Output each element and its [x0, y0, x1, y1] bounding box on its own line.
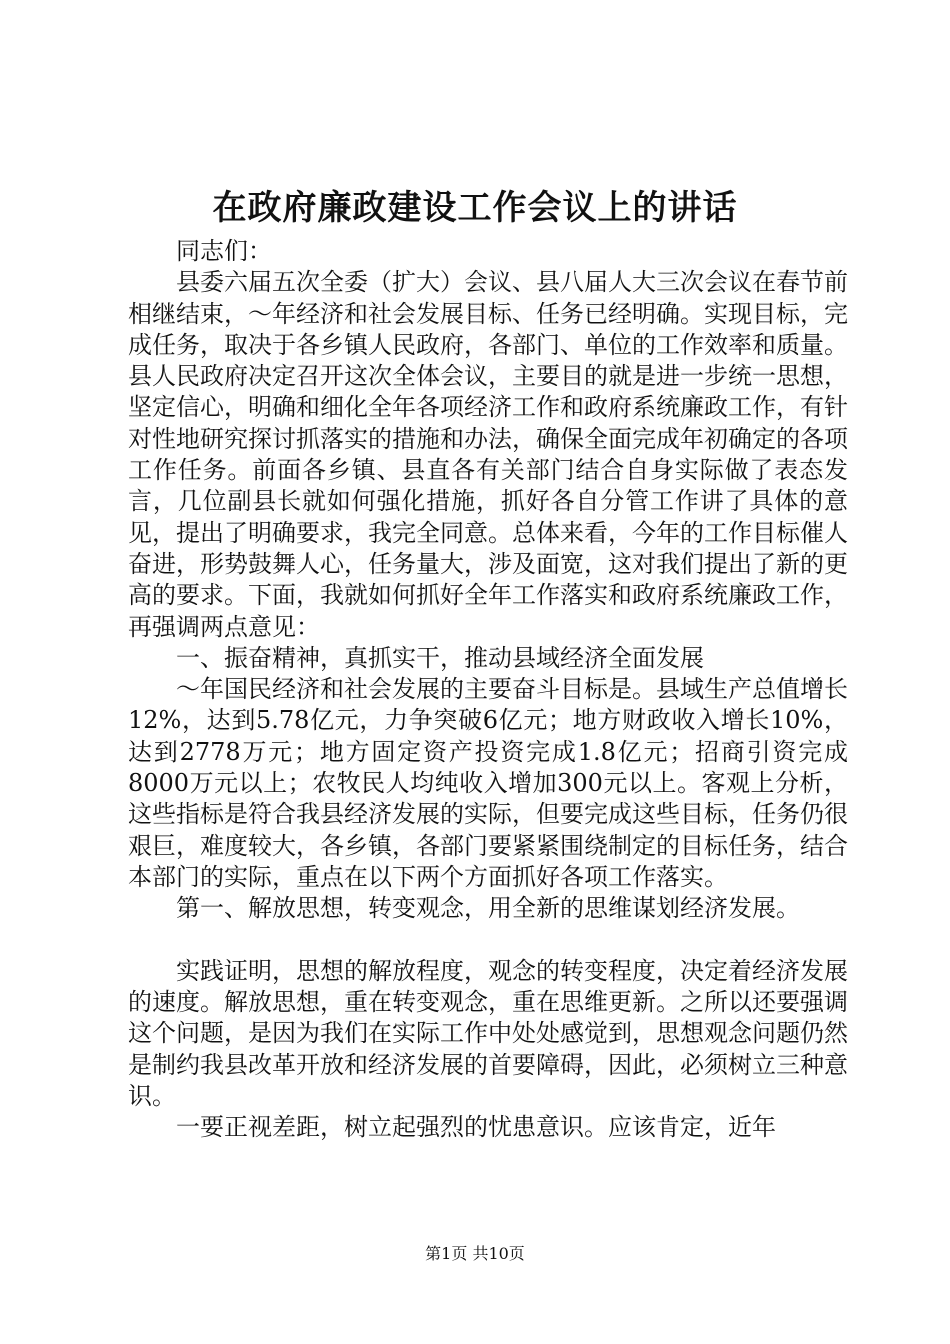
- body-paragraph: 实践证明，思想的解放程度，观念的转变程度，决定着经济发展的速度。解放思想，重在转变观念，重在思维更新。之所以还要强调这个问题，是因为我们在实际工作中处处感觉到，思想观念问题仍然是制约我县改革开放和经济发展的首要障碍，因此，必须树立三种意识。: [128, 956, 848, 1111]
- salutation-paragraph: 同志们：: [176, 237, 272, 265]
- body-paragraph: 县委六届五次全委（扩大）会议、县八届人大三次会议在春节前相继结束，～年经济和社会发展目标、任务已经明确。实现目标，完成任务，取决于各乡镇人民政府，各部门、单位的工作效率和质量。县人民政府决定召开这次全体会议，主要目的就是进一步统一思想，坚定信心，明确和细化全年各项经济工作和政府系统廉政工作，有针对性地研究探讨抓落实的措施和办法，确保全面完成年初确定的各项工作任务。前面各乡镇、县直各有关部门结合自身实际做了表态发言，几位副县长就如何强化措施，抓好各自分管工作讲了具体的意见，提出了明确要求，我完全同意。总体来看，今年的工作目标催人奋进，形势鼓舞人心，任务量大，涉及面宽，这对我们提出了新的更高的要求。下面，我就如何抓好全年工作落实和政府系统廉政工作，再强调两点意见：: [128, 268, 848, 641]
- page-footer: 第1页 共10页: [425, 1244, 525, 1263]
- document-body: [128, 236, 848, 1144]
- section-heading: 一、振奋精神，真抓实干，推动县域经济全面发展: [176, 643, 704, 672]
- body-paragraph: ～年国民经济和社会发展的主要奋斗目标是。县域生产总值增长12%，达到5.78亿元，力争突破6亿元；地方财政收入增长10%，达到2778万元；地方固定资产投资完成1.8亿元；招商引资完成8000万元以上；农牧民人均纯收入增加300元以上。客观上分析，这些指标是符合我县经济发展的实际，但要完成这些目标，任务仍很艰巨，难度较大，各乡镇，各部门要紧紧围绕制定的目标任务，结合本部门的实际，重点在以下两个方面抓好各项工作落实。: [128, 675, 848, 891]
- document-title: 在政府廉政建设工作会议上的讲话: [212, 188, 738, 228]
- body-paragraph: 一要正视差距，树立起强烈的忧患意识。应该肯定，近年: [176, 1113, 776, 1142]
- subsection-heading: 第一、解放思想，转变观念，用全新的思维谋划经济发展。: [176, 894, 800, 923]
